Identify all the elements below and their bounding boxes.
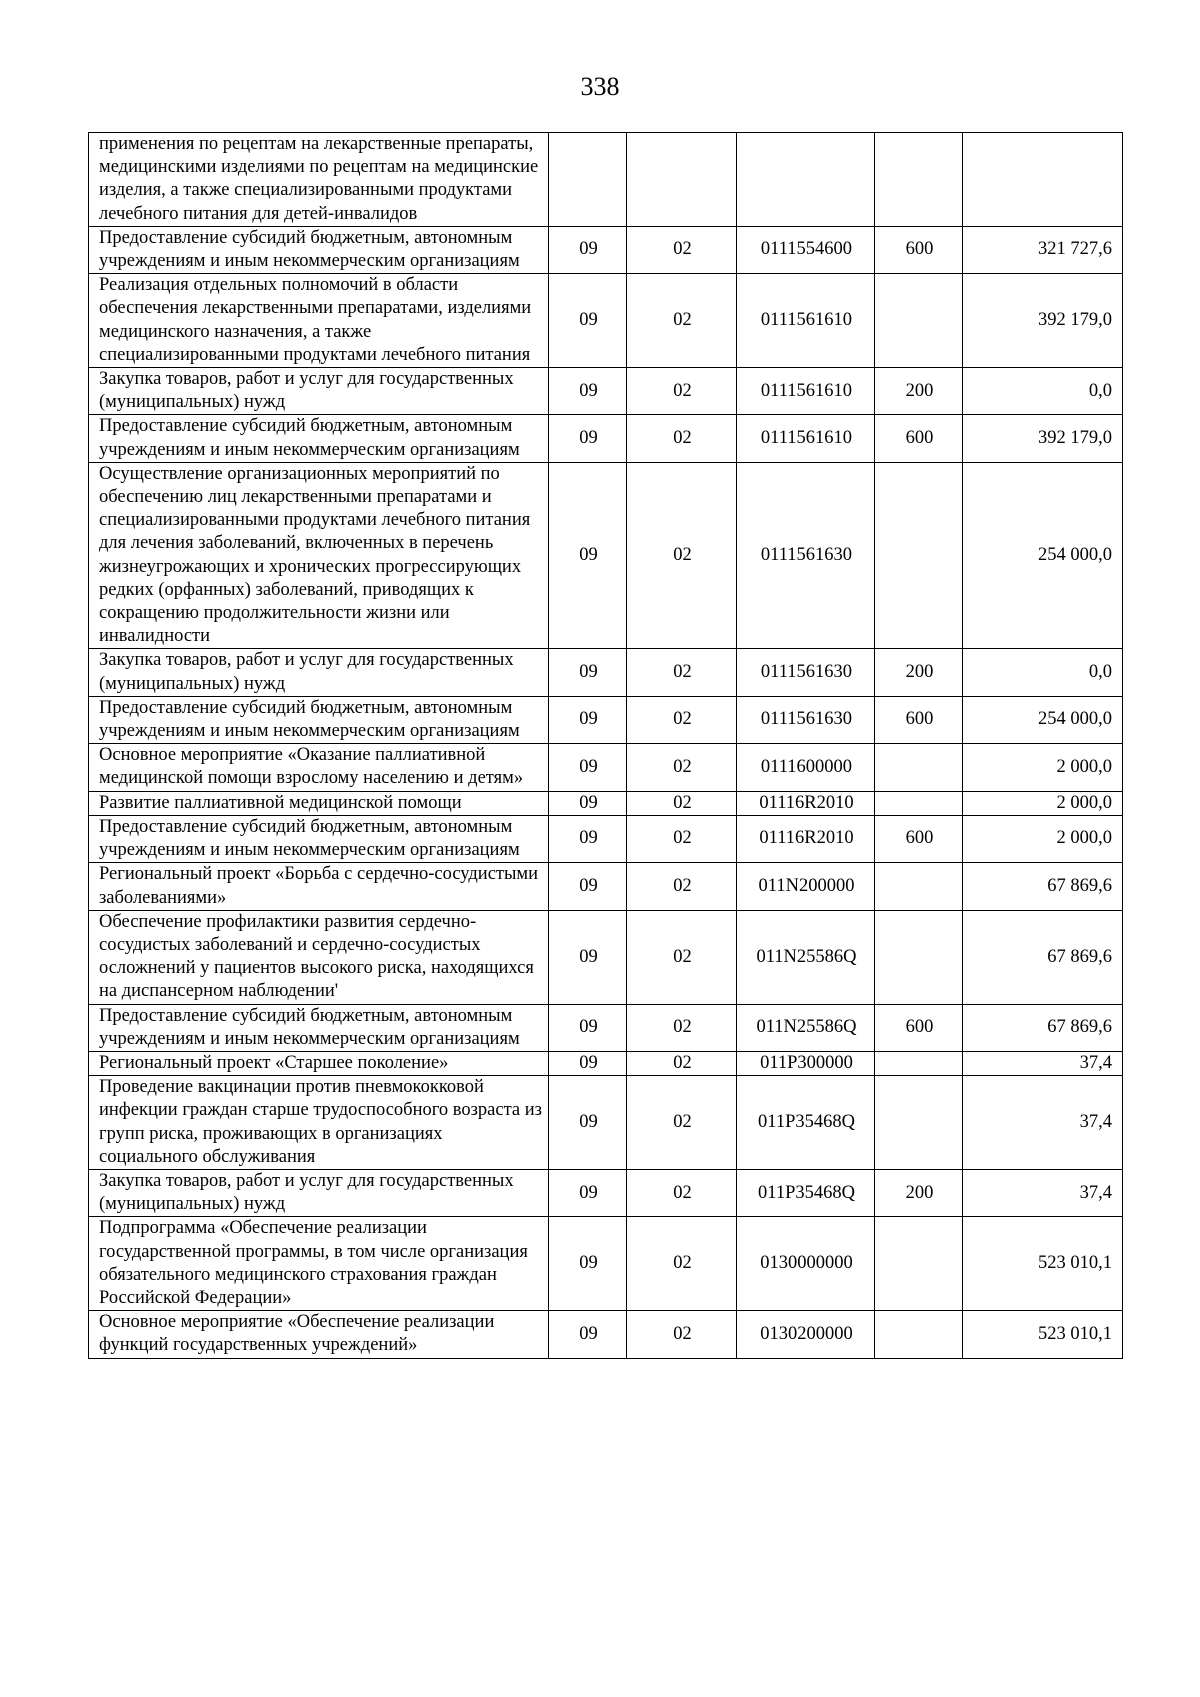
row-name: Осуществление организационных мероприятий по обеспечению лиц лекарственными препаратами и специализированными продуктами лечебного питания для лечения заболеваний, включенных в перечень жизнеугрожающих и хронических прогрессирующих редких (орфанных) заболеваний, приводящих к сокращению продолжительности жизни или инвалидности — [89, 462, 549, 649]
expense-type-code — [875, 744, 963, 791]
target-item-code: 0111561630 — [737, 696, 875, 743]
section-code: 09 — [549, 744, 627, 791]
target-item-code: 0111554600 — [737, 226, 875, 273]
table-row — [89, 696, 1123, 743]
amount: 37,4 — [963, 1169, 1123, 1216]
expense-type-code — [875, 791, 963, 815]
table-row — [89, 1311, 1123, 1358]
section-code: 09 — [549, 1076, 627, 1170]
subsection-code: 02 — [627, 863, 737, 910]
expense-type-code — [875, 462, 963, 649]
expense-type-code — [875, 1051, 963, 1075]
table-row — [89, 649, 1123, 696]
row-name: Предоставление субсидий бюджетным, автономным учреждениям и иным некоммерческим организациям — [89, 1004, 549, 1051]
table-row — [89, 462, 1123, 649]
row-name: применения по рецептам на лекарственные препараты, медицинскими изделиями по рецептам на медицинские изделия, а также специализированными продуктами лечебного питания для детей-инвалидов — [89, 133, 549, 227]
section-code: 09 — [549, 863, 627, 910]
section-code: 09 — [549, 649, 627, 696]
subsection-code: 02 — [627, 415, 737, 462]
section-code: 09 — [549, 696, 627, 743]
section-code: 09 — [549, 791, 627, 815]
target-item-code: 0111561630 — [737, 462, 875, 649]
section-code: 09 — [549, 1004, 627, 1051]
expense-type-code — [875, 1217, 963, 1311]
target-item-code: 0130200000 — [737, 1311, 875, 1358]
amount: 67 869,6 — [963, 1004, 1123, 1051]
row-name: Региональный проект «Борьба с сердечно-сосудистыми заболеваниями» — [89, 863, 549, 910]
expense-type-code — [875, 1076, 963, 1170]
subsection-code: 02 — [627, 1311, 737, 1358]
subsection-code: 02 — [627, 910, 737, 1004]
subsection-code: 02 — [627, 1051, 737, 1075]
row-name: Подпрограмма «Обеспечение реализации государственной программы, в том числе организация обязательного медицинского страхования граждан Российской Федерации» — [89, 1217, 549, 1311]
target-item-code: 0111561610 — [737, 274, 875, 368]
expense-type-code — [875, 274, 963, 368]
section-code: 09 — [549, 1169, 627, 1216]
row-name: Региональный проект «Старшее поколение» — [89, 1051, 549, 1075]
subsection-code: 02 — [627, 462, 737, 649]
section-code: 09 — [549, 1051, 627, 1075]
amount: 523 010,1 — [963, 1217, 1123, 1311]
target-item-code: 01116R2010 — [737, 791, 875, 815]
row-name: Закупка товаров, работ и услуг для государственных (муниципальных) нужд — [89, 1169, 549, 1216]
amount: 37,4 — [963, 1051, 1123, 1075]
amount: 67 869,6 — [963, 910, 1123, 1004]
amount: 254 000,0 — [963, 462, 1123, 649]
subsection-code: 02 — [627, 1169, 737, 1216]
section-code: 09 — [549, 1311, 627, 1358]
target-item-code: 011N200000 — [737, 863, 875, 910]
target-item-code: 011N25586Q — [737, 910, 875, 1004]
row-name: Закупка товаров, работ и услуг для государственных (муниципальных) нужд — [89, 368, 549, 415]
subsection-code: 02 — [627, 226, 737, 273]
amount: 2 000,0 — [963, 815, 1123, 862]
table-row — [89, 415, 1123, 462]
expense-type-code: 200 — [875, 1169, 963, 1216]
expense-type-code: 200 — [875, 649, 963, 696]
row-name: Проведение вакцинации против пневмококковой инфекции граждан старше трудоспособного возраста из групп риска, проживающих в организациях социального обслуживания — [89, 1076, 549, 1170]
amount: 0,0 — [963, 368, 1123, 415]
row-name: Предоставление субсидий бюджетным, автономным учреждениям и иным некоммерческим организациям — [89, 815, 549, 862]
table-row — [89, 226, 1123, 273]
subsection-code: 02 — [627, 274, 737, 368]
section-code: 09 — [549, 1217, 627, 1311]
amount: 321 727,6 — [963, 226, 1123, 273]
subsection-code: 02 — [627, 696, 737, 743]
target-item-code: 0130000000 — [737, 1217, 875, 1311]
amount: 523 010,1 — [963, 1311, 1123, 1358]
subsection-code: 02 — [627, 744, 737, 791]
amount: 392 179,0 — [963, 415, 1123, 462]
section-code: 09 — [549, 368, 627, 415]
target-item-code — [737, 133, 875, 227]
section-code: 09 — [549, 815, 627, 862]
target-item-code: 011P300000 — [737, 1051, 875, 1075]
table-row — [89, 1051, 1123, 1075]
amount: 2 000,0 — [963, 791, 1123, 815]
section-code: 09 — [549, 226, 627, 273]
budget-table-body — [89, 133, 1123, 1359]
row-name: Основное мероприятие «Оказание паллиативной медицинской помощи взрослому населению и детям» — [89, 744, 549, 791]
amount: 254 000,0 — [963, 696, 1123, 743]
table-row — [89, 863, 1123, 910]
subsection-code: 02 — [627, 1004, 737, 1051]
section-code: 09 — [549, 274, 627, 368]
budget-table — [88, 132, 1123, 1359]
expense-type-code — [875, 910, 963, 1004]
expense-type-code — [875, 133, 963, 227]
expense-type-code: 600 — [875, 696, 963, 743]
expense-type-code — [875, 1311, 963, 1358]
target-item-code: 011P35468Q — [737, 1076, 875, 1170]
target-item-code: 0111561610 — [737, 415, 875, 462]
table-row — [89, 815, 1123, 862]
subsection-code: 02 — [627, 1076, 737, 1170]
subsection-code: 02 — [627, 368, 737, 415]
expense-type-code: 600 — [875, 1004, 963, 1051]
expense-type-code: 600 — [875, 815, 963, 862]
page-number: 338 — [580, 72, 620, 101]
subsection-code — [627, 133, 737, 227]
section-code: 09 — [549, 462, 627, 649]
amount: 2 000,0 — [963, 744, 1123, 791]
row-name: Предоставление субсидий бюджетным, автономным учреждениям и иным некоммерческим организациям — [89, 415, 549, 462]
subsection-code: 02 — [627, 1217, 737, 1311]
expense-type-code: 600 — [875, 226, 963, 273]
table-row — [89, 274, 1123, 368]
table-row — [89, 368, 1123, 415]
row-name: Обеспечение профилактики развития сердечно-сосудистых заболеваний и сердечно-сосудистых осложнений у пациентов высокого риска, находящихся на диспансерном наблюдении' — [89, 910, 549, 1004]
amount — [963, 133, 1123, 227]
table-row — [89, 910, 1123, 1004]
table-row — [89, 133, 1123, 227]
expense-type-code: 600 — [875, 415, 963, 462]
row-name: Развитие паллиативной медицинской помощи — [89, 791, 549, 815]
amount: 67 869,6 — [963, 863, 1123, 910]
table-row — [89, 1169, 1123, 1216]
target-item-code: 011P35468Q — [737, 1169, 875, 1216]
amount: 37,4 — [963, 1076, 1123, 1170]
section-code — [549, 133, 627, 227]
row-name: Предоставление субсидий бюджетным, автономным учреждениям и иным некоммерческим организациям — [89, 696, 549, 743]
row-name: Основное мероприятие «Обеспечение реализации функций государственных учреждений» — [89, 1311, 549, 1358]
subsection-code: 02 — [627, 791, 737, 815]
subsection-code: 02 — [627, 649, 737, 696]
table-row — [89, 1076, 1123, 1170]
table-row — [89, 744, 1123, 791]
subsection-code: 02 — [627, 815, 737, 862]
expense-type-code — [875, 863, 963, 910]
row-name: Предоставление субсидий бюджетным, автономным учреждениям и иным некоммерческим организациям — [89, 226, 549, 273]
table-row — [89, 1004, 1123, 1051]
expense-type-code: 200 — [875, 368, 963, 415]
amount: 392 179,0 — [963, 274, 1123, 368]
target-item-code: 0111600000 — [737, 744, 875, 791]
amount: 0,0 — [963, 649, 1123, 696]
target-item-code: 011N25586Q — [737, 1004, 875, 1051]
row-name: Закупка товаров, работ и услуг для государственных (муниципальных) нужд — [89, 649, 549, 696]
target-item-code: 0111561630 — [737, 649, 875, 696]
row-name: Реализация отдельных полномочий в области обеспечения лекарственными препаратами, изделиями медицинского назначения, а также специализированными продуктами лечебного питания — [89, 274, 549, 368]
target-item-code: 01116R2010 — [737, 815, 875, 862]
table-row — [89, 791, 1123, 815]
section-code: 09 — [549, 415, 627, 462]
target-item-code: 0111561610 — [737, 368, 875, 415]
section-code: 09 — [549, 910, 627, 1004]
table-row — [89, 1217, 1123, 1311]
